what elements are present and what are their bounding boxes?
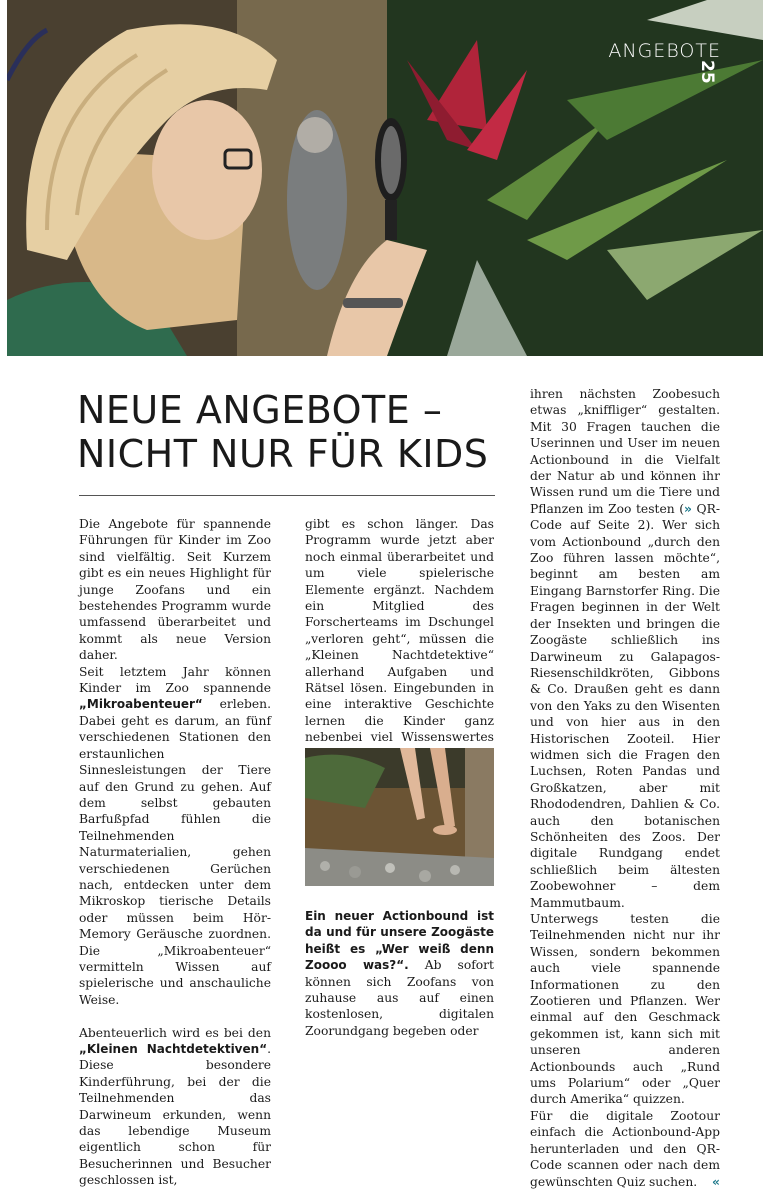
- text-run: erleben. Dabei geht es darum, an fünf verschiedenen Stationen den erstaunlichen Sinnesleistungen der Tiere auf den Grund zu gehen. Auf dem selbst gebauten Barfußpfad fühlen die Teilnehmenden Naturmaterialien, gehen verschiedenen Gerüchen nach, entdecken unter dem Mikroskop tierische Details oder müssen beim Hör-Memory Geräusche zuordnen. Die „Mikroabenteuer“ vermitteln Wissen auf spielerische und anschauliche Weise.: [79, 697, 271, 1007]
- nachtdetektive-continued: gibt es schon länger. Das Programm wurde jetzt aber noch einmal überarbeitet und um viele spielerische Elemente ergänzt. Nachdem ein Mitglied des Forscherteams im Dschungel „verloren geht“, müssen die „Kleinen Nachtdetektive“ allerhand Aufgaben und Rätsel lösen. Eingebunden in eine interaktive Geschichte lernen die Kinder ganz nebenbei viel Wissenswertes: [305, 517, 494, 745]
- headline-line-2: NICHT NUR FÜR KIDS: [77, 432, 489, 476]
- article-column-2-lower: [305, 908, 494, 1039]
- actionbound-continued: [530, 386, 720, 911]
- text-run: . Diese besondere Kinderführung, bei der die Teilnehmenden das Darwineum erkunden, wenn das lebendige Museum eigentlich schon für Besucherinnen und Besucher geschlossen ist,: [79, 1041, 271, 1188]
- text-run: ihren nächsten Zoobesuch etwas „kniffliger“ gestalten. Mit 30 Fragen tauchen die Userinnen und User im neuen Actionbound in die Vielfalt der Natur ab und können ihr Wissen rund um die Tiere und Pflanzen im Zoo testen (: [530, 387, 720, 516]
- bold-term: „Mikroabenteuer“: [79, 697, 203, 712]
- closing-paragraph: [530, 1108, 720, 1190]
- article-column-2: [305, 516, 494, 779]
- bold-lead: Ein neuer Actionbound ist da und für unsere Zoogäste heißt es „Wer weiß denn Zoooo was?“.: [305, 909, 494, 973]
- text-run: Ab sofort können sich Zoofans von zuhause aus auf einen kostenlosen, digitalen Zoorundgang begeben oder: [305, 958, 494, 1038]
- intro-paragraph: Die Angebote für spannende Führungen für Kinder im Zoo sind vielfältig. Seit Kurzem gibt es ein neues Highlight für junge Zoofans und ein bestehendes Programm wurde umfassend überarbeitet und kommt als neue Version daher.: [79, 517, 271, 663]
- barefoot-path-photo: [305, 748, 494, 886]
- text-run: Seit letztem Jahr können Kinder im Zoo spannende: [79, 664, 271, 696]
- mikroabenteuer-paragraph: [79, 664, 271, 1009]
- unterwegs-paragraph: Unterwegs testen die Teilnehmenden nicht nur ihr Wissen, sondern bekommen auch viele spannende Informationen zu den Zootieren und Pflanzen. Wer einmal auf den Geschmack gekommen ist, kann sich mit unseren anderen Actionbounds auch „Rund ums Polarium“ oder „Quer durch Amerika“ quizzen.: [530, 912, 720, 1107]
- barefoot-path-illustration: [305, 748, 494, 886]
- bold-term: „Kleinen Nachtdetektiven“: [79, 1041, 268, 1056]
- article-column-1: [79, 516, 271, 1189]
- text-run: Abenteuerlich wird es bei den: [79, 1025, 271, 1040]
- arrow-icon: »: [684, 501, 692, 516]
- end-mark-icon: «: [712, 1174, 720, 1189]
- headline-line-1: NEUE ANGEBOTE –: [77, 388, 443, 432]
- section-tag: ANGEBOTE: [608, 40, 721, 62]
- text-run: QR-Code auf Seite 2). Wer sich vom Actionbound „durch den Zoo führen lassen möchte“, beginnt am besten am Eingang Barnstorfer Ring. Die Fragen beginnen in der Welt der Insekten und bringen die Zoogäste schließlich ins Darwineum zu Galapagos-Riesenschildkröten, Gibbons & Co. Draußen geht es dann von den Yaks zu den Wisenten und von hier aus in den Historischen Zooteil. Hier widmen sich die Fragen den Luchsen, Roten Pandas und Großkatzen, aber mit Rhododendren, Dahlien & Co. auch den botanischen Schönheiten des Zoos. Der digitale Rundgang endet schließlich beim ältesten Zoobewohner – dem Mammutbaum.: [530, 501, 720, 910]
- actionbound-paragraph: [305, 908, 494, 1039]
- article-headline: [77, 388, 507, 476]
- headline-divider: [79, 495, 495, 496]
- nachtdetektive-paragraph: [79, 1025, 271, 1189]
- hero-photo: [7, 0, 763, 356]
- page-number: 25: [697, 60, 718, 84]
- article-column-3: [530, 386, 720, 1190]
- text-run: Für die digitale Zootour einfach die Actionbound-App herunterladen und den QR-Code scannen oder nach dem gewünschten Quiz suchen.: [530, 1108, 720, 1189]
